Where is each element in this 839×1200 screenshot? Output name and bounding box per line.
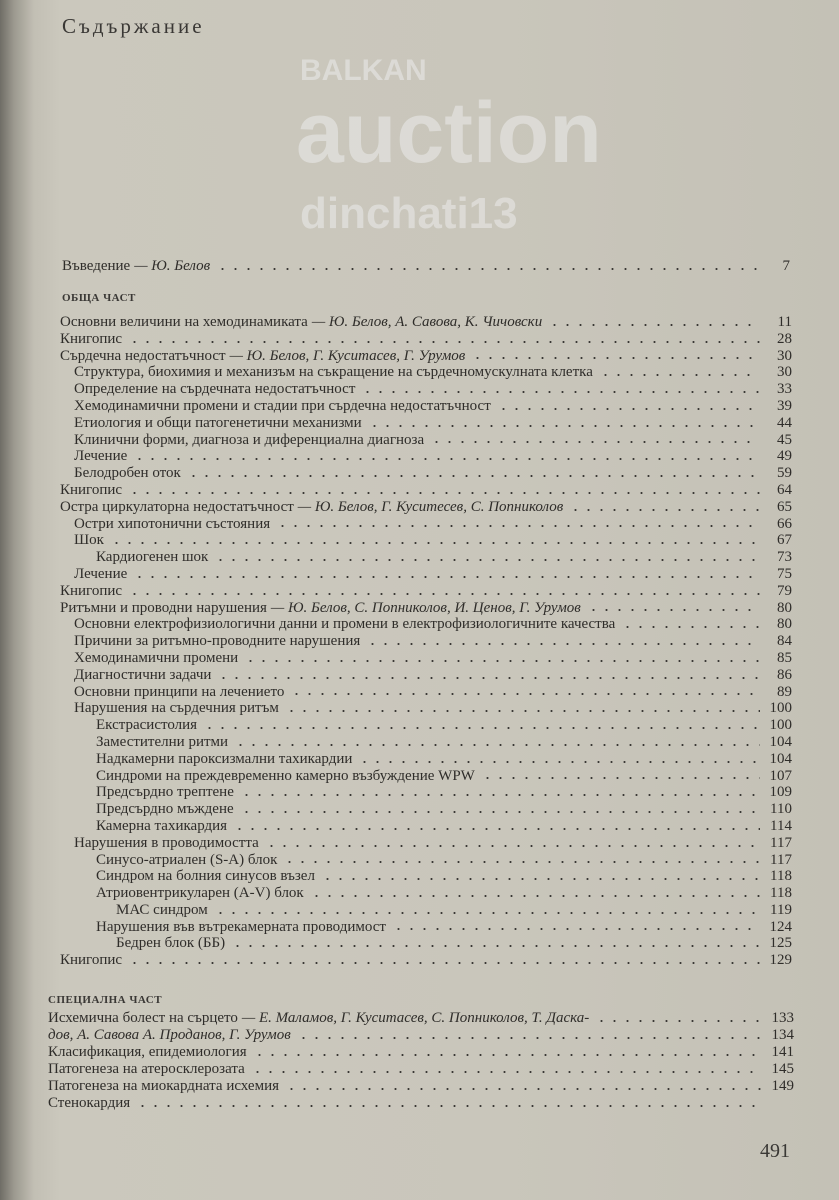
entry-title: Книгопис	[60, 582, 123, 599]
watermark-line1: BALKAN	[300, 54, 427, 87]
watermark-line2: auction	[296, 85, 602, 181]
entry-page: 100	[769, 717, 792, 734]
dot-leader	[128, 491, 760, 495]
entry-title: Диагностични задачи	[74, 666, 212, 683]
toc-entry	[60, 650, 792, 667]
dot-leader	[297, 1036, 762, 1040]
entry-title: Основни електрофизиологични данни и промени в електрофизиологичните качества	[74, 616, 616, 633]
entry-page: 86	[777, 666, 792, 683]
toc-entry	[62, 258, 790, 275]
entry-page: 11	[777, 314, 792, 330]
toc-entry	[60, 499, 792, 516]
entry-page: 117	[770, 851, 792, 868]
toc-entry	[60, 415, 792, 432]
dot-leader	[110, 541, 760, 545]
entry-title: Книгопис	[60, 330, 123, 347]
entry-authors: — Ю. Белов, Г. Куситесев, С. Попниколов	[297, 498, 564, 515]
toc-entry	[60, 516, 792, 533]
dot-leader	[214, 558, 760, 562]
dot-leader	[187, 474, 760, 478]
dot-leader	[214, 911, 760, 915]
entry-authors: — Ю. Белов, А. Савова, К. Чичовски	[311, 314, 543, 330]
toc-entry	[60, 818, 792, 835]
dot-leader	[240, 793, 760, 797]
dot-leader	[361, 390, 760, 394]
entry-title: Хемодинамични промени	[74, 649, 239, 666]
entry-page: 107	[769, 767, 792, 784]
dot-leader	[430, 440, 760, 444]
entry-page: 28	[777, 330, 792, 347]
entry-title: дов, А. Савова А. Проданов, Г. Урумов	[48, 1027, 291, 1043]
section-heading-special: СПЕЦИАЛНА ЧАСТ	[48, 994, 163, 1006]
entry-page: 104	[769, 750, 792, 767]
dot-leader	[217, 676, 760, 680]
toc-entry	[48, 1078, 794, 1095]
entry-title: Остра циркулаторна недостатъчност	[60, 498, 294, 515]
dot-leader	[240, 810, 760, 814]
toc-entry	[60, 667, 792, 684]
dot-leader	[128, 592, 760, 596]
entry-title: Етиология и общи патогенетични механизми	[74, 414, 362, 431]
toc-entry	[60, 717, 792, 734]
entry-title: МАС синдром	[116, 901, 208, 918]
dot-leader	[321, 877, 760, 881]
dot-leader	[290, 692, 760, 696]
entry-title: Патогенеза на миокардната исхемия	[48, 1078, 280, 1094]
entry-title: Основни величини на хемодинамиката	[60, 314, 308, 330]
dot-leader	[133, 457, 760, 461]
entry-page: 109	[769, 784, 792, 801]
toc-entry	[60, 465, 792, 482]
entry-title: Лечение	[74, 448, 128, 465]
entry-page: 104	[769, 733, 792, 750]
entry-title: Атриовентрикуларен (A-V) блок	[96, 885, 304, 902]
entry-page: 141	[771, 1044, 794, 1060]
entry-page: 45	[777, 431, 792, 448]
toc-entry	[60, 952, 792, 969]
entry-title: Предсърдно мъждене	[96, 801, 234, 818]
entry-title: Екстрасистолия	[96, 717, 198, 734]
entry-title: Хемодинамични промени и стадии при сърдечна недостатъчност	[74, 397, 491, 414]
entry-page: 134	[771, 1027, 794, 1043]
entry-page: 84	[777, 633, 792, 650]
entry-page: 79	[777, 582, 792, 599]
entry-page: 117	[770, 834, 792, 851]
toc-entry	[48, 1027, 794, 1044]
toc-entry	[60, 532, 792, 549]
toc-entry	[60, 768, 792, 785]
entry-page: 33	[777, 381, 792, 398]
entry-page: 80	[777, 616, 792, 633]
toc-entry	[60, 633, 792, 650]
toc-entry	[60, 314, 792, 331]
entry-page: 59	[777, 465, 792, 482]
dot-leader	[497, 407, 760, 411]
entry-page: 125	[769, 935, 792, 952]
dot-leader	[471, 356, 760, 360]
entry-title: Исхемична болест на сърцето	[48, 1010, 238, 1026]
toc-entry	[60, 364, 792, 381]
entry-title: Синусо-атриален (S-A) блок	[96, 851, 278, 868]
toc-special-list	[48, 1010, 794, 1112]
toc-entry	[60, 448, 792, 465]
section-heading-general: ОБЩА ЧАСТ	[62, 292, 136, 304]
entry-title: Остри хипотонични състояния	[74, 515, 271, 532]
entry-page: 149	[771, 1078, 794, 1094]
entry-page: 129	[769, 952, 792, 969]
toc-entry	[60, 784, 792, 801]
toc-entry	[60, 482, 792, 499]
entry-page: 118	[770, 885, 792, 902]
entry-page: 44	[777, 414, 792, 431]
dot-leader	[265, 844, 760, 848]
entry-title: Книгопис	[60, 952, 123, 969]
toc-entry	[48, 1010, 794, 1027]
entry-page: 30	[777, 364, 792, 381]
dot-leader	[128, 961, 760, 965]
toc-entry	[60, 348, 792, 365]
dot-leader	[587, 608, 760, 612]
entry-page: 64	[777, 481, 792, 498]
toc-general-list	[60, 314, 792, 969]
entry-title: Камерна тахикардия	[96, 817, 228, 834]
entry-title: Лечение	[74, 565, 128, 582]
toc-entry	[60, 801, 792, 818]
page-title: Съдържание	[62, 14, 205, 38]
entry-title: Класификация, епидемиология	[48, 1044, 247, 1060]
toc-entry	[60, 885, 792, 902]
entry-title: Нарушения в проводимостта	[74, 834, 259, 851]
entry-page: 145	[771, 1061, 794, 1077]
toc-entry	[60, 398, 792, 415]
entry-title: Синдроми на преждевременно камерно възбуждение WPW	[96, 767, 475, 784]
entry-title: Стенокардия	[48, 1095, 131, 1111]
dot-leader	[368, 424, 760, 428]
entry-title: Синдром на болния синусов възел	[96, 868, 315, 885]
toc-entry	[60, 549, 792, 566]
entry-title: Определение на сърдечната недостатъчност	[74, 381, 356, 398]
dot-leader	[548, 323, 760, 327]
entry-title: Нарушения на сърдечния ритъм	[74, 700, 279, 717]
dot-leader	[366, 642, 760, 646]
toc-entry	[60, 868, 792, 885]
entry-page: 114	[770, 817, 792, 834]
toc-entry	[60, 902, 792, 919]
entry-title: Бедрен блок (ББ)	[116, 935, 226, 952]
entry-title: Въведение	[62, 258, 131, 274]
entry-title: Сърдечна недостатъчност	[60, 347, 226, 364]
entry-page: 110	[770, 801, 792, 818]
entry-page: 30	[777, 347, 792, 364]
entry-page: 119	[770, 901, 792, 918]
toc-entry	[60, 700, 792, 717]
entry-page: 89	[777, 683, 792, 700]
entry-page: 118	[770, 868, 792, 885]
entry-page: 75	[777, 565, 792, 582]
dot-leader	[481, 776, 760, 780]
entry-page: 80	[777, 599, 792, 616]
entry-page: 7	[782, 258, 790, 274]
toc-entry	[60, 566, 792, 583]
toc-intro	[62, 258, 790, 275]
page-number: 491	[760, 1140, 790, 1162]
dot-leader	[595, 1019, 762, 1023]
toc-entry	[60, 616, 792, 633]
dot-leader	[231, 944, 760, 948]
dot-leader	[136, 1104, 762, 1108]
entry-title: Белодробен оток	[74, 465, 181, 482]
entry-page: 133	[771, 1010, 794, 1026]
entry-title: Основни принципи на лечението	[74, 683, 285, 700]
dot-leader	[276, 524, 760, 528]
entry-title: Патогенеза на атеросклерозата	[48, 1061, 245, 1077]
toc-entry	[60, 751, 792, 768]
entry-title: Предсърдно трептене	[96, 784, 234, 801]
toc-entry	[60, 684, 792, 701]
dot-leader	[285, 709, 760, 713]
dot-leader	[599, 373, 760, 377]
dot-leader	[128, 340, 760, 344]
dot-leader	[244, 659, 760, 663]
entry-page: 49	[777, 448, 792, 465]
entry-title: Клинични форми, диагноза и диференциална диагноза	[74, 431, 425, 448]
toc-entry	[60, 852, 792, 869]
entry-page: 66	[777, 515, 792, 532]
watermark-line3: dinchati13	[300, 189, 518, 238]
entry-title: Нарушения във вътрекамерната проводимост	[96, 918, 386, 935]
toc-entry	[60, 734, 792, 751]
entry-page: 73	[777, 549, 792, 566]
toc-entry	[60, 432, 792, 449]
toc-entry	[60, 583, 792, 600]
dot-leader	[133, 575, 760, 579]
dot-leader	[358, 760, 760, 764]
entry-title: Структура, биохимия и механизъм на съкращение на сърдечномускулната клетка	[74, 364, 593, 381]
dot-leader	[621, 625, 760, 629]
dot-leader	[251, 1070, 762, 1074]
toc-entry	[60, 935, 792, 952]
entry-title: Заместителни ритми	[96, 733, 229, 750]
entry-authors: — Ю. Белов, Г. Куситасев, Г. Урумов	[229, 347, 466, 364]
dot-leader	[253, 1053, 762, 1057]
dot-leader	[569, 508, 760, 512]
dot-leader	[283, 860, 760, 864]
dot-leader	[310, 894, 760, 898]
entry-title: Книгопис	[60, 481, 123, 498]
dot-leader	[203, 726, 760, 730]
dot-leader	[216, 267, 758, 271]
entry-title: Надкамерни пароксизмални тахикардии	[96, 750, 353, 767]
toc-entry	[48, 1061, 794, 1078]
dot-leader	[392, 927, 760, 931]
entry-title: Кардиогенен шок	[96, 549, 209, 566]
entry-authors: — Ю. Белов	[134, 258, 211, 274]
entry-page: 100	[769, 700, 792, 717]
entry-page: 65	[777, 498, 792, 515]
dot-leader	[234, 743, 760, 747]
entry-authors: — Е. Маламов, Г. Куситасев, С. Попниколов, Т. Даска-	[241, 1010, 590, 1026]
entry-title: Шок	[74, 532, 104, 549]
entry-page: 85	[777, 649, 792, 666]
toc-entry	[48, 1044, 794, 1061]
toc-entry	[60, 331, 792, 348]
toc-entry	[48, 1095, 794, 1112]
entry-page: 67	[777, 532, 792, 549]
dot-leader	[233, 827, 760, 831]
entry-title: Причини за ритъмно-проводните нарушения	[74, 633, 361, 650]
entry-authors: — Ю. Белов, С. Попниколов, И. Ценов, Г. Урумов	[270, 599, 581, 616]
dot-leader	[285, 1087, 762, 1091]
entry-page: 39	[777, 397, 792, 414]
entry-page: 124	[769, 918, 792, 935]
toc-entry	[60, 381, 792, 398]
toc-entry	[60, 600, 792, 617]
toc-entry	[60, 919, 792, 936]
toc-entry	[60, 835, 792, 852]
entry-title: Ритъмни и проводни нарушения	[60, 599, 267, 616]
